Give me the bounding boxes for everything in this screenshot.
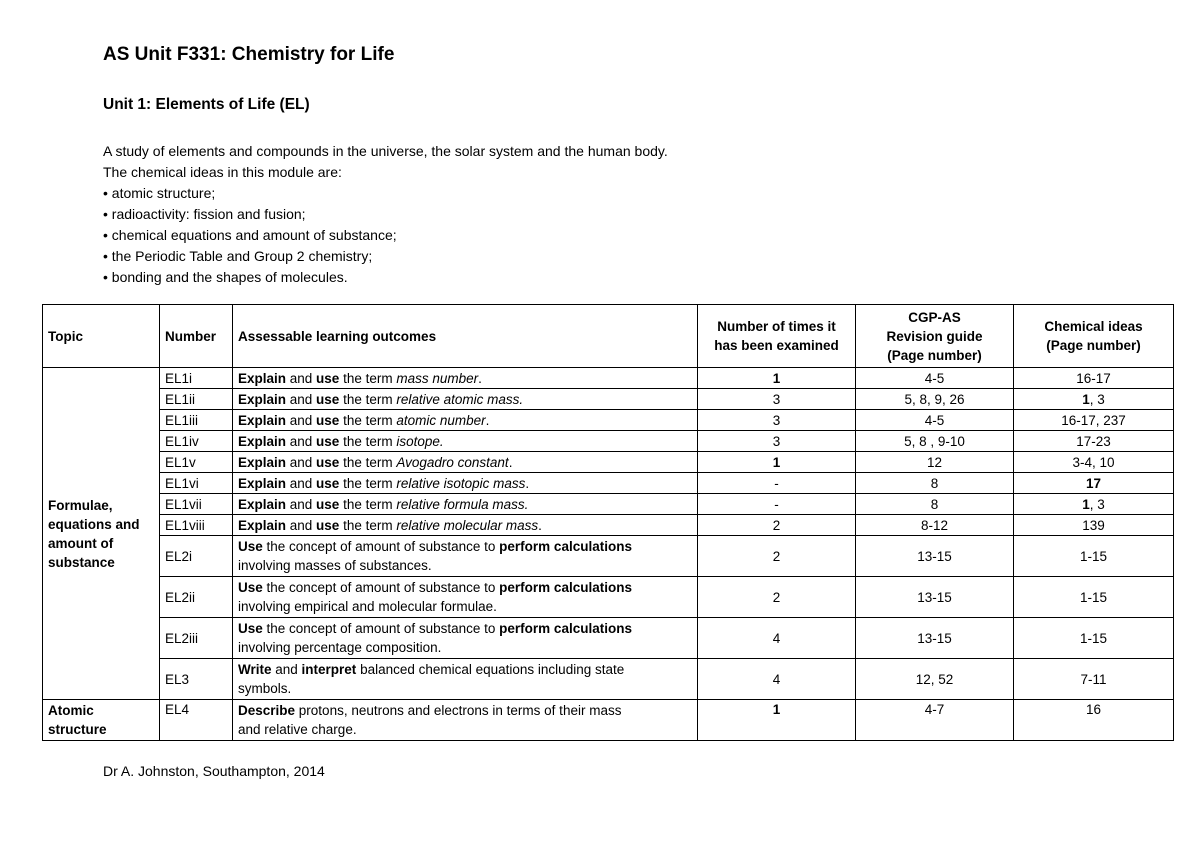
table-row (43, 389, 1174, 410)
row-cgp-page: 8 (856, 494, 1014, 515)
table-row (43, 473, 1174, 494)
row-ideas-page: 17-23 (1014, 431, 1174, 452)
row-number: EL1v (160, 452, 233, 473)
row-cgp-page: 5, 8, 9, 26 (856, 389, 1014, 410)
row-examined: 4 (698, 659, 856, 700)
row-outcome: Use the concept of amount of substance to perform calculations involving masses of substances. (233, 536, 698, 577)
row-ideas-page: 1-15 (1014, 577, 1174, 618)
table-row (43, 536, 1174, 577)
row-examined: - (698, 494, 856, 515)
row-cgp-page: 13-15 (856, 618, 1014, 659)
row-cgp-page: 12, 52 (856, 659, 1014, 700)
table-row (43, 494, 1174, 515)
row-cgp-page: 12 (856, 452, 1014, 473)
row-cgp-page: 13-15 (856, 536, 1014, 577)
row-examined: 2 (698, 577, 856, 618)
table-row (43, 431, 1174, 452)
row-ideas-page: 3-4, 10 (1014, 452, 1174, 473)
intro-bullet: • radioactivity: fission and fusion; (103, 206, 306, 222)
header-number: Number (160, 305, 233, 368)
row-ideas-page: 139 (1014, 515, 1174, 536)
row-number: EL1iii (160, 410, 233, 431)
table-row (43, 410, 1174, 431)
row-outcome: Explain and use the term relative formula mass. (233, 494, 698, 515)
table-row (43, 452, 1174, 473)
row-ideas-page: 16-17, 237 (1014, 410, 1174, 431)
row-examined: 3 (698, 410, 856, 431)
row-ideas-page: 17 (1014, 473, 1174, 494)
row-outcome: Explain and use the term mass number. (233, 368, 698, 389)
row-outcome: Write and interpret balanced chemical equations including state symbols. (233, 659, 698, 700)
table-row (43, 515, 1174, 536)
row-number: EL2ii (160, 577, 233, 618)
header-outcomes: Assessable learning outcomes (233, 305, 698, 368)
row-number: EL1i (160, 368, 233, 389)
row-examined: 4 (698, 618, 856, 659)
topic-atomic-structure: Atomic structure (43, 700, 160, 741)
row-outcome: Explain and use the term Avogadro constant. (233, 452, 698, 473)
intro-bullet: • atomic structure; (103, 185, 216, 201)
intro-bullet: • bonding and the shapes of molecules. (103, 269, 348, 285)
row-cgp-page: 4-5 (856, 368, 1014, 389)
row-ideas-page: 16-17 (1014, 368, 1174, 389)
row-outcome: Explain and use the term relative isotopic mass. (233, 473, 698, 494)
row-examined: 3 (698, 389, 856, 410)
document-title: AS Unit F331: Chemistry for Life (103, 44, 395, 65)
unit-title: Unit 1: Elements of Life (EL) (103, 96, 310, 113)
table-header-row (43, 305, 1174, 368)
row-number: EL1iv (160, 431, 233, 452)
row-cgp-page: 4-5 (856, 410, 1014, 431)
intro-line: A study of elements and compounds in the universe, the solar system and the human body. (103, 143, 668, 159)
footer-credit: Dr A. Johnston, Southampton, 2014 (103, 763, 325, 779)
row-number: EL2i (160, 536, 233, 577)
row-number: EL1vii (160, 494, 233, 515)
header-times-examined: Number of times it has been examined (698, 305, 856, 368)
header-topic: Topic (43, 305, 160, 368)
row-number: EL2iii (160, 618, 233, 659)
row-cgp-page: 5, 8 , 9-10 (856, 431, 1014, 452)
row-ideas-page: 1, 3 (1014, 494, 1174, 515)
header-chemical-ideas: Chemical ideas (Page number) (1014, 305, 1174, 368)
row-number: EL4 (160, 700, 233, 741)
row-outcome: Explain and use the term atomic number. (233, 410, 698, 431)
topic-formulae: Formulae, equations and amount of substance (43, 368, 160, 700)
row-ideas-page: 1-15 (1014, 536, 1174, 577)
row-ideas-page: 1-15 (1014, 618, 1174, 659)
row-outcome: Explain and use the term isotope. (233, 431, 698, 452)
intro-line: The chemical ideas in this module are: (103, 164, 342, 180)
table-row (43, 659, 1174, 700)
row-examined: 1 (698, 452, 856, 473)
row-cgp-page: 8-12 (856, 515, 1014, 536)
row-number: EL1viii (160, 515, 233, 536)
row-number: EL1vi (160, 473, 233, 494)
row-examined: 2 (698, 536, 856, 577)
row-cgp-page: 4-7 (856, 700, 1014, 741)
intro-bullet: • the Periodic Table and Group 2 chemistry; (103, 248, 373, 264)
learning-outcomes-table (42, 304, 1174, 741)
row-ideas-page: 7-11 (1014, 659, 1174, 700)
table-row (43, 618, 1174, 659)
table-row (43, 368, 1174, 389)
row-outcome: Describe protons, neutrons and electrons in terms of their mass and relative charge. (233, 700, 698, 741)
table-row (43, 700, 1174, 741)
table-row (43, 577, 1174, 618)
row-cgp-page: 8 (856, 473, 1014, 494)
intro-text (103, 141, 1003, 288)
row-examined: 2 (698, 515, 856, 536)
row-outcome: Use the concept of amount of substance to perform calculations involving empirical and molecular formulae. (233, 577, 698, 618)
row-ideas-page: 1, 3 (1014, 389, 1174, 410)
row-number: EL1ii (160, 389, 233, 410)
header-cgp-revision-guide: CGP-AS Revision guide (Page number) (856, 305, 1014, 368)
row-cgp-page: 13-15 (856, 577, 1014, 618)
intro-bullet: • chemical equations and amount of substance; (103, 227, 397, 243)
row-examined: 3 (698, 431, 856, 452)
row-examined: 1 (698, 368, 856, 389)
row-number: EL3 (160, 659, 233, 700)
row-outcome: Explain and use the term relative molecular mass. (233, 515, 698, 536)
row-examined: - (698, 473, 856, 494)
row-outcome: Use the concept of amount of substance to perform calculations involving percentage composition. (233, 618, 698, 659)
row-outcome: Explain and use the term relative atomic mass. (233, 389, 698, 410)
row-ideas-page: 16 (1014, 700, 1174, 741)
row-examined: 1 (698, 700, 856, 741)
